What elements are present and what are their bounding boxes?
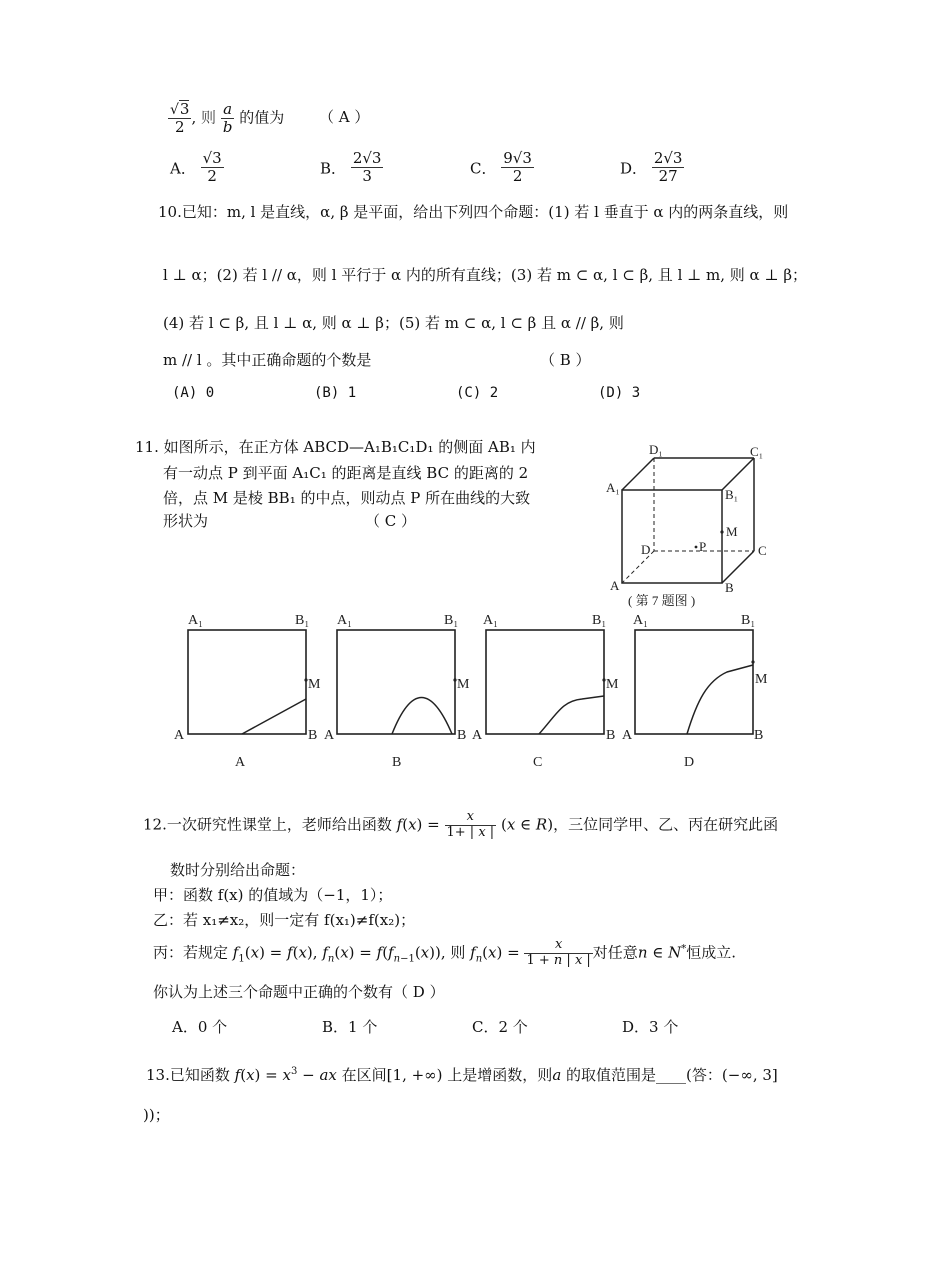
q12-fraction-f: $\frac{x}{1+ | x |}$ xyxy=(446,809,495,840)
panel-a xyxy=(188,630,308,734)
q11-line1: 11. 如图所示，在正方体 ABCD—A₁B₁C₁D₁ 的侧面 AB₁ 内 xyxy=(135,438,536,456)
svg-text:B₁: B₁ xyxy=(295,613,310,628)
panel-c xyxy=(486,630,606,734)
q11-line2: 有一动点 P 到平面 A₁C₁ 的距离是直线 BC 的距离的 2 xyxy=(163,464,529,482)
panel-d-name: D xyxy=(684,755,695,770)
q12-options: A．0 个 B．1 个 C．2 个 D．3 个 xyxy=(172,1018,679,1036)
cube-edge-bc xyxy=(722,551,754,583)
svg-text:B: B xyxy=(308,728,318,743)
cube-label-b1: B₁ xyxy=(725,487,739,502)
q10-options: (A) 0 (B) 1 (C) 2 (D) 3 xyxy=(172,385,641,401)
panel-d xyxy=(635,630,755,734)
q13-line2: ))； xyxy=(143,1106,170,1124)
svg-text:A: A xyxy=(622,728,633,743)
svg-text:B: B xyxy=(606,728,616,743)
q12-last-line: 你认为上述三个命题中正确的个数有（ D ） xyxy=(153,983,445,1001)
q11-line4: 形状为 xyxy=(163,512,209,530)
svg-text:M: M xyxy=(457,677,470,692)
q9-option-a-frac: $\frac{√3}{2}$ xyxy=(202,149,222,186)
q9-fraction-sqrt3-over-2: $\frac{√3}{2}$ xyxy=(170,100,190,137)
cube-label-b: B xyxy=(725,580,734,595)
cube-caption: ( 第 7 题图 ) xyxy=(628,593,696,608)
cube-label-c1: C₁ xyxy=(750,444,764,459)
panel-b-curve xyxy=(392,698,452,735)
cube-figure xyxy=(600,440,780,612)
svg-text:M: M xyxy=(308,677,321,692)
q11-answer: （ C ） xyxy=(365,512,417,530)
cube-label-c: C xyxy=(758,543,767,558)
svg-text:A: A xyxy=(324,728,335,743)
q12-yi: 乙：若 x₁≠x₂，则一定有 f(x₁)≠f(x₂)； xyxy=(153,911,416,929)
svg-text:B: B xyxy=(457,728,467,743)
q12-line1: 12.一次研究性课堂上，老师给出函数 f(x) = $\frac{x}{1+ | x |}$ (x ∈ R)，三位同学甲、乙、丙在研究此函 xyxy=(143,809,779,840)
panel-c-name: C xyxy=(533,755,543,770)
cube-point-p xyxy=(695,546,698,549)
svg-text:A: A xyxy=(472,728,483,743)
svg-text:B₁: B₁ xyxy=(444,613,459,628)
q9-option-d-frac: $\frac{2√3}{27}$ xyxy=(653,149,683,186)
q12-line2: 数时分别给出命题： xyxy=(170,861,306,879)
svg-text:B: B xyxy=(754,728,764,743)
svg-text:A₁: A₁ xyxy=(633,613,648,628)
panel-a-name: A xyxy=(235,755,246,770)
q9-fraction-a-over-b: $\frac{a}{b}$ xyxy=(222,99,233,136)
panel-a-curve xyxy=(242,699,306,734)
cube-label-m: M xyxy=(726,524,738,539)
svg-text:B₁: B₁ xyxy=(592,613,607,628)
q11-option-panels xyxy=(172,606,772,776)
panel-d-curve xyxy=(687,665,753,734)
q12-jia: 甲：函数 f(x) 的值域为（−1，1）； xyxy=(153,886,393,904)
panel-b-name: B xyxy=(392,755,402,770)
panel-b xyxy=(337,630,457,734)
cube-label-a1: A₁ xyxy=(606,480,620,495)
cube-label-a: A xyxy=(610,578,620,593)
q9-tail: $\frac{√3}{2}$ , 则 $\frac{a}{b}$ 的值为 （ A ） xyxy=(170,99,370,137)
q9-option-c-frac: $\frac{9√3}{2}$ xyxy=(503,149,532,186)
q12-fraction-fn: $\frac{x}{1 + n | x |}$ xyxy=(526,937,591,968)
svg-text:A: A xyxy=(174,728,185,743)
q10-answer: （ B ） xyxy=(540,351,591,369)
cube-front-face xyxy=(622,490,722,583)
svg-text:A₁: A₁ xyxy=(188,613,203,628)
q10-line4: m // l 。其中正确命题的个数是 xyxy=(163,351,372,369)
q10-line2: l ⊥ α；(2) 若 l // α，则 l 平行于 α 内的所有直线；(3) 若 m ⊂ α, l ⊂ β, 且 l ⊥ m, 则 α ⊥ β； xyxy=(163,266,807,284)
cube-label-d: D xyxy=(641,542,651,557)
q10-line1: 10.已知：m, l 是直线，α, β 是平面，给出下列四个命题：(1) 若 l 垂直于 α 内的两条直线，则 xyxy=(158,203,789,221)
q11-line3: 倍，点 M 是棱 BB₁ 的中点，则动点 P 所在曲线的大致 xyxy=(163,489,531,507)
q12-bing: 丙：若规定 $f_1(x) = f(x)$, $f_n(x) = f(f_{n-1}(x))$, 则 $f_n(x)$ = $\frac{x}{1 + n | x |}$ 对任意n ∈ N*恒成立. xyxy=(153,937,737,968)
q10-line3: (4) 若 l ⊂ β, 且 l ⊥ α, 则 α ⊥ β；(5) 若 m ⊂ α, l ⊂ β 且 α // β, 则 xyxy=(163,314,624,332)
q13-line1: 13.已知函数 $f(x) = x^3$ − ax 在区间[1, +∞) 上是增函数，则a 的取值范围是____(答：(−∞, 3] xyxy=(146,1066,778,1084)
panel-c-curve xyxy=(539,696,604,734)
cube-edge-b1c1 xyxy=(722,458,754,490)
cube-label-d1: D₁ xyxy=(649,442,663,457)
cube-label-p: P xyxy=(699,539,707,554)
q9-option-b-frac: $\frac{2√3}{3}$ xyxy=(352,149,382,186)
svg-text:M: M xyxy=(755,672,768,687)
cube-edge-a1d1 xyxy=(622,458,654,490)
cube-point-m xyxy=(720,530,723,533)
svg-text:M: M xyxy=(606,677,619,692)
q9-answer: （ A ） xyxy=(319,108,370,127)
svg-text:A₁: A₁ xyxy=(483,613,498,628)
svg-text:A₁: A₁ xyxy=(337,613,352,628)
svg-text:B₁: B₁ xyxy=(741,613,756,628)
